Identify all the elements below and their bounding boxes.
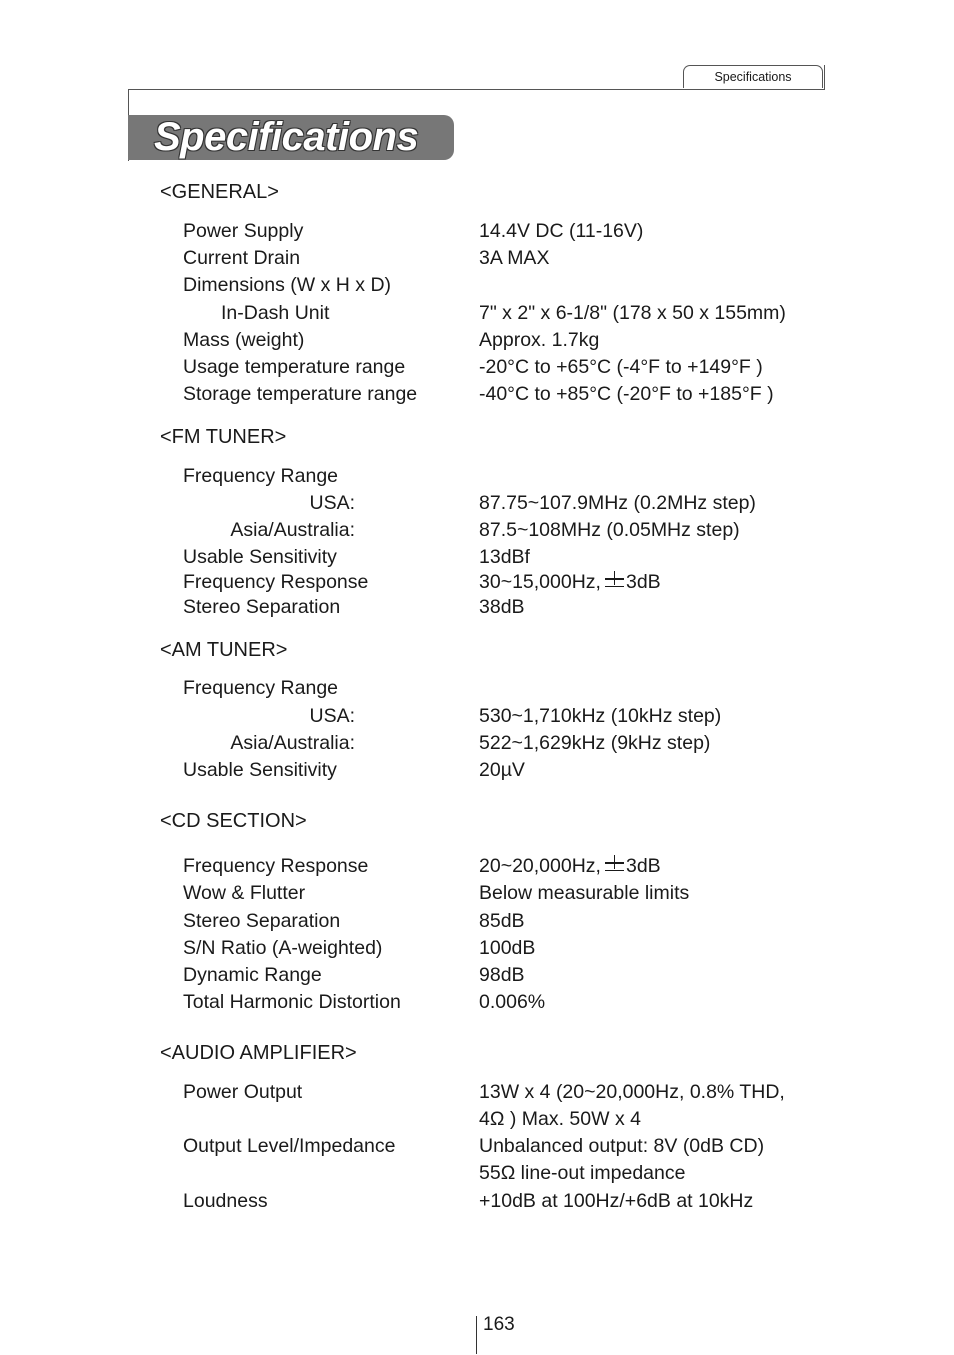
spec-value: +10dB at 100Hz/+6dB at 10kHz — [479, 1190, 754, 1212]
plus-minus-icon — [605, 855, 624, 873]
page-title: Specifications — [154, 115, 419, 159]
spec-label: Output Level/Impedance — [183, 1135, 396, 1157]
spec-value — [479, 570, 661, 594]
spec-label: Total Harmonic Distortion — [183, 991, 401, 1013]
spec-value: 100dB — [479, 937, 536, 959]
spec-value-part: 20~20,000Hz, — [479, 855, 601, 877]
spec-label: Storage temperature range — [183, 383, 418, 405]
spec-label: Frequency Response — [183, 571, 369, 593]
spec-value: 85dB — [479, 910, 525, 932]
spec-label: Usable Sensitivity — [183, 546, 337, 568]
spec-value: Below measurable limits — [479, 882, 690, 904]
spec-label: Frequency Response — [183, 855, 369, 877]
spec-value: -40°C to +85°C (-20°F to +185°F ) — [479, 383, 774, 405]
spec-value: 20µV — [479, 759, 525, 781]
page-title-bar — [128, 115, 454, 160]
section-heading-am: <AM TUNER> — [160, 639, 288, 661]
spec-value — [479, 854, 661, 878]
spec-value: 38dB — [479, 596, 525, 618]
section-heading-cd: <CD SECTION> — [160, 810, 307, 832]
spec-value: 13W x 4 (20~20,000Hz, 0.8% THD, — [479, 1081, 785, 1103]
spec-value: 522~1,629kHz (9kHz step) — [479, 732, 711, 754]
spec-value: 87.75~107.9MHz (0.2MHz step) — [479, 492, 756, 514]
spec-label: Dynamic Range — [183, 964, 322, 986]
page-number: 163 — [483, 1314, 515, 1335]
spec-value: 0.006% — [479, 991, 546, 1013]
spec-sublabel: Asia/Australia: — [230, 519, 355, 541]
page-number-divider — [476, 1316, 477, 1354]
spec-value: 530~1,710kHz (10kHz step) — [479, 705, 722, 727]
header-rule-right — [824, 65, 825, 90]
spec-label: Usable Sensitivity — [183, 759, 337, 781]
spec-label: Wow & Flutter — [183, 882, 306, 904]
spec-value-part: 3dB — [625, 855, 661, 877]
spec-value: Approx. 1.7kg — [479, 329, 600, 351]
spec-value: 55Ω line-out impedance — [479, 1162, 686, 1184]
spec-value: 7" x 2" x 6-1/8" (178 x 50 x 155mm) — [479, 302, 786, 324]
spec-label: Loudness — [183, 1190, 268, 1212]
spec-value: 13dBf — [479, 546, 530, 568]
spec-label: Current Drain — [183, 247, 301, 269]
spec-label: Frequency Range — [183, 677, 339, 699]
spec-sublabel: Asia/Australia: — [230, 732, 355, 754]
spec-label: Frequency Range — [183, 465, 339, 487]
spec-value: 3A MAX — [479, 247, 550, 269]
section-heading-general: <GENERAL> — [160, 181, 279, 203]
header-rule — [128, 89, 825, 90]
spec-value: 14.4V DC (11-16V) — [479, 220, 644, 242]
spec-value: 4Ω ) Max. 50W x 4 — [479, 1108, 641, 1130]
spec-label: S/N Ratio (A-weighted) — [183, 937, 383, 959]
spec-label: Power Output — [183, 1081, 303, 1103]
spec-label: Stereo Separation — [183, 596, 341, 618]
header-tab: Specifications — [683, 65, 823, 88]
spec-value: Unbalanced output: 8V (0dB CD) — [479, 1135, 765, 1157]
spec-value-part: 30~15,000Hz, — [479, 571, 601, 593]
spec-value: 87.5~108MHz (0.05MHz step) — [479, 519, 740, 541]
section-heading-fm: <FM TUNER> — [160, 426, 287, 448]
spec-value: -20°C to +65°C (-4°F to +149°F ) — [479, 356, 763, 378]
spec-value: 98dB — [479, 964, 525, 986]
spec-label: Usage temperature range — [183, 356, 406, 378]
spec-label: Power Supply — [183, 220, 304, 242]
spec-value-part: 3dB — [625, 571, 661, 593]
spec-label: Dimensions (W x H x D) — [183, 274, 392, 296]
spec-label: Mass (weight) — [183, 329, 305, 351]
section-heading-amp: <AUDIO AMPLIFIER> — [160, 1042, 357, 1064]
spec-label: Stereo Separation — [183, 910, 341, 932]
spec-sublabel: USA: — [309, 492, 355, 514]
spec-sublabel: USA: — [309, 705, 355, 727]
spec-sublabel: In-Dash Unit — [221, 302, 330, 324]
plus-minus-icon — [605, 571, 624, 589]
